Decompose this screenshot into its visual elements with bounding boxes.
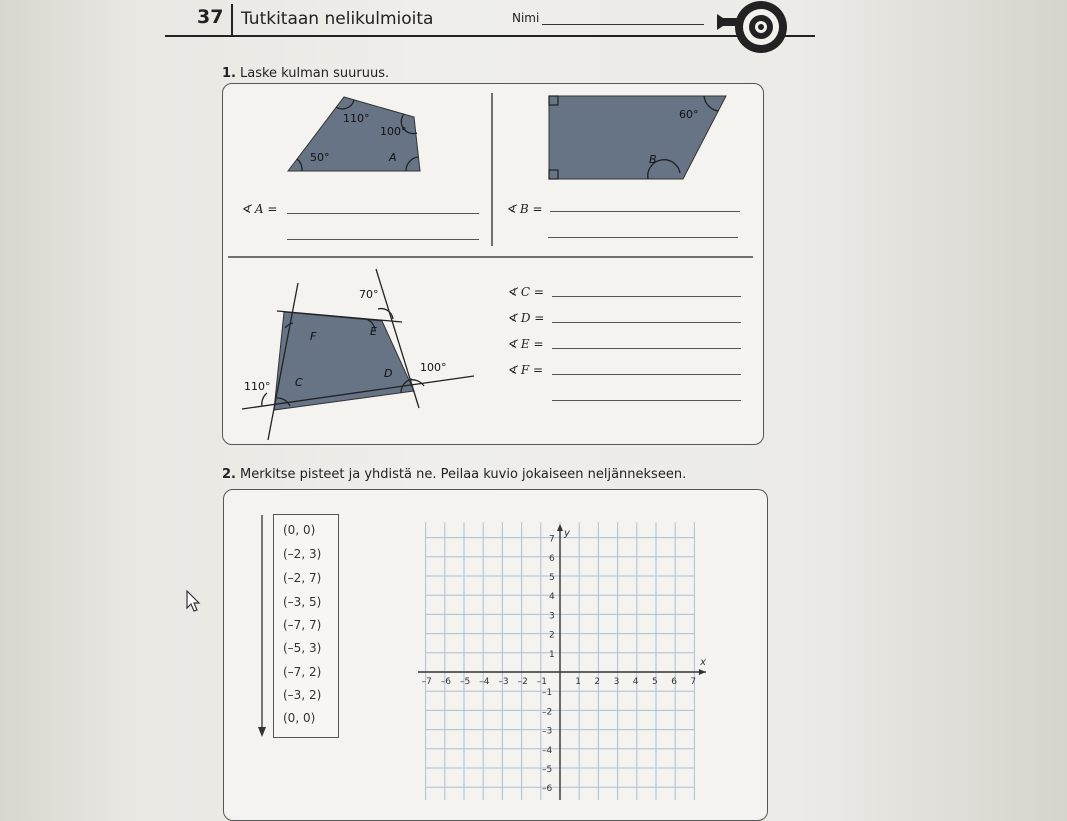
angle-110b-label: 110° (244, 380, 271, 393)
y-tick-label: 4 (549, 592, 555, 603)
x-tick-label: –1 (536, 677, 548, 687)
point-item: (–2, 7) (283, 571, 322, 585)
y-tick-label: –4 (542, 745, 553, 756)
x-tick-label: –5 (460, 677, 471, 687)
x-tick-label: –7 (421, 677, 432, 687)
y-tick-label: 3 (549, 611, 555, 622)
angle-a-label: A (389, 151, 397, 164)
y-axis-label: y (564, 528, 570, 539)
answer-f-line[interactable] (552, 374, 741, 375)
name-field-line[interactable] (542, 24, 704, 25)
answer-b-line[interactable] (550, 211, 740, 212)
x-tick-label: –4 (479, 677, 490, 687)
point-item: (0, 0) (283, 523, 316, 537)
point-item: (–7, 7) (283, 618, 322, 632)
name-label: Nimi (512, 11, 540, 25)
answer-e-label: ∢ E = (507, 337, 544, 351)
answer-c-line[interactable] (552, 296, 741, 297)
angle-60-label: 60° (679, 108, 699, 121)
answer-a-label: ∢ A = (241, 202, 278, 216)
y-tick-label: –6 (542, 784, 553, 795)
x-tick-label: –6 (440, 677, 452, 687)
q1-text: Laske kulman suuruus. (239, 66, 390, 81)
point-item: (–3, 5) (283, 595, 322, 609)
x-tick-label: –3 (498, 677, 509, 687)
header-divider (231, 4, 233, 36)
angle-70-label: 70° (359, 288, 379, 301)
answer-b-label: ∢ B = (506, 202, 543, 216)
x-axis-arrow-icon (699, 669, 706, 675)
trapezoid-b (549, 96, 726, 179)
points-list (273, 514, 339, 738)
angle-100-label: 100° (380, 125, 407, 138)
answer-c-label: ∢ C = (507, 285, 544, 299)
angle-b-label: B (649, 153, 657, 166)
q1-title (222, 66, 389, 81)
point-item: (–2, 3) (283, 547, 322, 561)
mouse-pointer-icon (186, 590, 202, 614)
y-tick-label: 6 (549, 553, 555, 564)
angle-110-label: 110° (343, 112, 370, 125)
x-tick-label: 2 (594, 677, 601, 687)
y-tick-label: –3 (542, 726, 553, 737)
answer-a-line[interactable] (287, 213, 479, 214)
angle-e-label: E (370, 325, 377, 338)
x-tick-label: 3 (613, 677, 620, 687)
q2-title (222, 467, 686, 482)
answer-b-line-2[interactable] (548, 237, 738, 238)
point-item: (–7, 2) (283, 665, 322, 679)
angle-50-label: 50° (310, 151, 330, 164)
x-tick-label: 6 (671, 677, 677, 687)
y-axis-arrow-icon (557, 524, 563, 531)
x-tick-label: –2 (517, 677, 528, 687)
x-tick-label: 7 (690, 677, 697, 687)
answer-f-label: ∢ F = (507, 363, 544, 377)
angle-100b-label: 100° (420, 361, 447, 374)
answer-e-line[interactable] (552, 348, 741, 349)
y-tick-label: 1 (549, 649, 555, 660)
angle-f-label: F (310, 330, 317, 343)
answer-d-line[interactable] (552, 322, 741, 323)
angle-c-label: C (295, 376, 303, 389)
answer-d-label: ∢ D = (507, 311, 545, 325)
quadrilateral-a (288, 97, 420, 171)
points-arrow-icon (256, 513, 268, 741)
target-logo-icon (715, 0, 795, 56)
x-axis-label: x (700, 657, 707, 668)
point-item: (0, 0) (283, 711, 316, 725)
y-tick-label: –2 (542, 707, 553, 718)
q1-figures (222, 83, 767, 448)
q2-text: Merkitse pisteet ja yhdistä ne. Peilaa kuvio jokaiseen neljännekseen. (239, 467, 687, 482)
x-tick-label: 4 (632, 677, 639, 687)
answer-f-line-2[interactable] (552, 400, 741, 401)
point-item: (–5, 3) (283, 641, 322, 655)
y-tick-label: 7 (549, 534, 555, 545)
q1-number: 1. (222, 66, 236, 81)
y-tick-label: –5 (542, 765, 553, 775)
point-item: (–3, 2) (283, 688, 322, 702)
angle-d-label: D (384, 367, 393, 380)
q2-number: 2. (222, 467, 236, 482)
coordinate-grid[interactable] (410, 520, 720, 800)
page-number: 37 (197, 6, 224, 28)
y-tick-label: 5 (549, 573, 555, 583)
page-title: Tutkitaan nelikulmioita (241, 9, 434, 29)
answer-a-line-2[interactable] (287, 239, 479, 240)
x-tick-label: 1 (575, 677, 581, 687)
quadrilateral-cdef (242, 269, 474, 440)
y-tick-label: –1 (542, 688, 553, 699)
y-tick-label: 2 (549, 630, 555, 641)
x-tick-label: 5 (652, 677, 658, 687)
